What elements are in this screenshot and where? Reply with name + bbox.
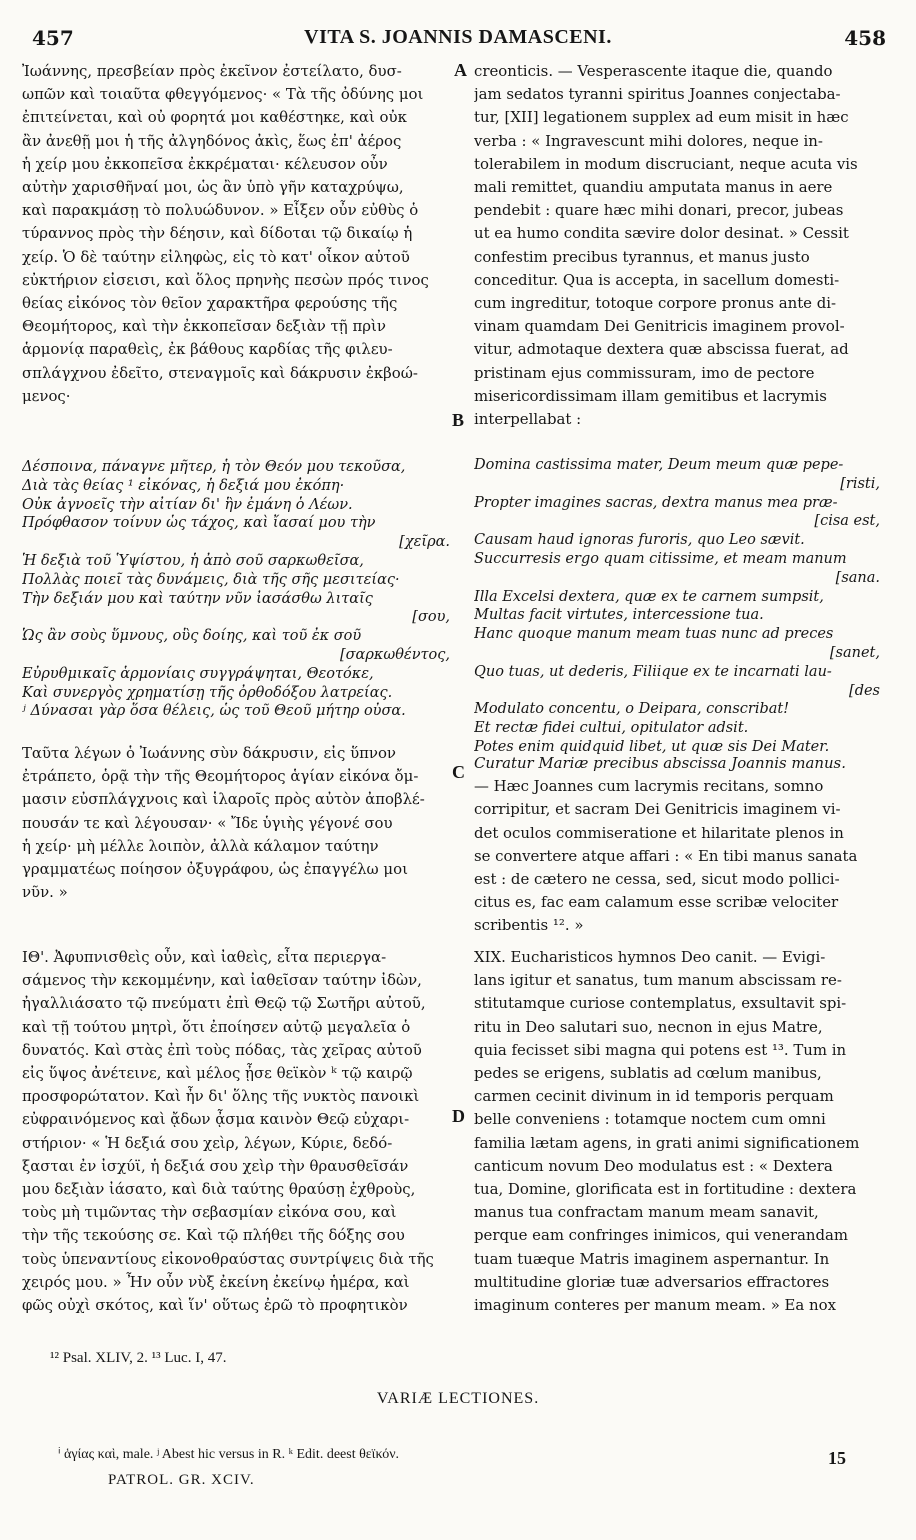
latin-hymn-verse: Potes enim quidquid libet, ut quæ sis Dei Mater. [474, 738, 830, 755]
running-title: VITA S. JOANNIS DAMASCENI. [304, 26, 612, 48]
greek-text-line: στήριον· « Ἡ δεξιά σου χεὶρ, λέγων, Κύριε, δεδό- [22, 1133, 393, 1152]
margin-letter-b: B [452, 410, 465, 430]
latin-text-line: tua, Domine, glorificata est in fortitudine : dextera [474, 1180, 857, 1199]
latin-text-line: conceditur. Qua is accepta, in sacellum domesti- [474, 270, 840, 289]
latin-text-line: tur, [XII] legationem supplex ad eum misit in hæc [474, 108, 849, 127]
latin-hymn-verse: Causam haud ignoras furoris, quo Leo sævit. [474, 532, 805, 549]
latin-text-line: mali remittet, quandiu amputata manus in aere [474, 178, 833, 197]
greek-text-line: αὐτὴν χαρισθῆναί μοι, ὡς ἂν ὑπὸ γῆν καταχρύψω, [22, 178, 404, 197]
greek-hymn-verse: Ὡς ἂν σοὺς ὕμνους, οὓς δοίης, καὶ τοῦ ἐκ σοῦ [22, 628, 362, 645]
greek-text-line: προσφορώτατον. Καὶ ἦν δι' ὅλης τῆς νυκτὸς πανοικὶ [22, 1087, 420, 1106]
greek-text-line: ἐπιτείνεται, καὶ οὐ φορητά μοι καθέστηκε, καὶ οὐκ [22, 108, 407, 127]
latin-text-line: lans igitur et sanatus, tum manum abscissam re- [474, 971, 842, 990]
latin-paragraph-2 [474, 752, 884, 938]
greek-text-line: νῦν. » [22, 883, 68, 902]
latin-text-line: stitutamque curiose contemplatus, exsultavit spi- [474, 994, 847, 1013]
greek-text-line: ωπῶν καὶ τοιαῦτα φθεγγόμενος· « Τὰ τῆς ὀδύνης μοι [22, 85, 424, 104]
greek-paragraph-1 [22, 60, 454, 408]
variae-lectiones-heading: VARIÆ LECTIONES. [376, 1390, 540, 1407]
latin-text-line: vinam quamdam Dei Genitricis imaginem provol- [474, 317, 845, 336]
latin-hymn-verse: Quo tuas, ut dederis, Filiique ex te incarnati lau- [474, 663, 832, 680]
latin-text-line: pedes se erigens, sublatis ad cœlum manibus, [474, 1064, 822, 1083]
latin-text-line: scribentis ¹². » [474, 916, 584, 935]
greek-text-line: πουσάν τε καὶ λέγουσαν· « Ἴδε ὑγιὴς γέγονέ σου [22, 813, 393, 832]
greek-text-line: Θεομήτορος, καὶ τὴν ἐκκοπεῖσαν δεξιὰν τῇ πρὶν [22, 317, 386, 336]
latin-text-line: canticum novum Deo modulatus est : « Dextera [474, 1156, 833, 1175]
greek-text-line: γραμματέως ποίησον ὀξυγράφου, ὡς ἐπαγγέλω μοι [22, 860, 408, 879]
greek-hymn-verse: Δέσποινα, πάναγνε μῆτερ, ἡ τὸν Θεόν μου τεκοῦσα, [22, 459, 406, 475]
greek-text-line: χείρ. Ὁ δὲ ταύτην εἰληφὼς, εἰς τὸ κατ' οἶκον αὐτοῦ [22, 247, 410, 266]
greek-hymn-verse: Πολλὰς ποιεῖ τὰς δυνάμεις, διὰ τῆς σῆς μεσιτείας· [22, 571, 400, 588]
greek-text-line: Ταῦτα λέγων ὁ Ἰωάννης σὺν δάκρυσιν, εἰς ὕπνον [22, 744, 396, 762]
greek-text-line: δυνατός. Καὶ στὰς ἐπὶ τοὺς πόδας, τὰς χεῖρας αὐτοῦ [22, 1040, 422, 1059]
scripture-footnotes: ¹² Psal. XLIV, 2. ¹³ Luc. I, 47. [50, 1350, 227, 1366]
greek-text-line: εἰς ὕψος ἀνέτεινε, καὶ μέλος ᾖσε θεϊκὸν ᵏ τῷ καιρῷ [22, 1064, 413, 1083]
latin-text-line: manus tua confractam manum meam sanavit, [474, 1203, 819, 1222]
latin-hymn-verse: Hanc quoque manum meam tuas nunc ad preces [474, 626, 834, 643]
greek-text-line: μασιν εὐσπλάγχνοις καὶ ἱλαροῖς πρὸς αὐτὸν ἀποβλέ- [22, 790, 425, 809]
latin-text-line: ut ea humo condita sævire dolor desinat. » Cessit [474, 224, 849, 243]
latin-text-line: multitudine gloriæ tuæ adversarios effractores [474, 1272, 830, 1291]
greek-text-line: ἠγαλλιάσατο τῷ πνεύματι ἐπὶ Θεῷ τῷ Σωτῆρι αὐτοῦ, [22, 994, 426, 1013]
latin-text-line: XIX. Eucharisticos hymnos Deo canit. — Evigi- [474, 948, 826, 966]
latin-hymn [474, 456, 884, 757]
greek-hymn-verse: Διὰ τὰς θείας ¹ εἰκόνας, ἡ δεξιά μου ἐκόπη· [22, 477, 345, 494]
greek-text-line: σπλάγχνου ἐδεῖτο, στεναγμοῖς καὶ δάκρυσιν ἐκβοώ- [22, 363, 418, 382]
latin-text-line: carmen cecinit divinum in id temporis perquam [474, 1087, 834, 1106]
margin-letter-d: D [452, 1106, 465, 1126]
latin-text-line: citus es, fac eam calamum esse scribæ velociter [474, 893, 839, 912]
left-page-number: 457 [32, 26, 74, 50]
latin-text-line: corripitur, et sacram Dei Genitricis imaginem vi- [474, 800, 841, 819]
latin-hymn-verse: Propter imagines sacras, dextra manus mea præ- [474, 494, 838, 511]
latin-text-line: quia fecisset sibi magna qui potens est ¹³. Tum in [474, 1040, 847, 1059]
greek-text-line: θείας εἰκόνος τὸν θεῖον χαρακτῆρα φερούσης τῆς [22, 294, 398, 313]
latin-text-line: familia lætam agens, in grati animi significationem [474, 1133, 860, 1152]
latin-text-line: pendebit : quare hæc mihi donari, precor, jubeas [474, 201, 844, 220]
greek-text-line: μου δεξιὰν ἰάσατο, καὶ διὰ ταύτης θραύσῃ ἐχθροὺς, [22, 1180, 416, 1199]
sheet-number: 15 [828, 1448, 846, 1468]
greek-text-line: τοὺς ὑπεναντίους εἰκονοθραύστας συντρίψεις διὰ τῆς [22, 1249, 434, 1268]
margin-letter-a: A [454, 60, 467, 80]
greek-text-line: τύραννος πρὸς τὴν δέησιν, καὶ δίδοται τῷ δικαίῳ ἡ [22, 224, 413, 243]
latin-text-line: pristinam ejus commissuram, imo de pectore [474, 363, 815, 382]
latin-hymn-verse-continuation: [sanet, [829, 644, 880, 661]
latin-text-line: interpellabat : [474, 410, 582, 429]
latin-text-line: verba : « Ingravescunt mihi dolores, neque in- [474, 131, 823, 150]
greek-text-line: τοὺς μὴ τιμῶντας τὴν σεβασμίαν εἰκόνα σου, καὶ [22, 1203, 397, 1222]
greek-text-line: καὶ παρακμάσῃ τὸ πολυώδυνον. » Εἶξεν οὖν εὐθὺς ὁ [22, 201, 419, 220]
latin-text-line: perque eam confringes inimicos, qui venerandam [474, 1226, 849, 1245]
latin-text-line: misericordissimam illam gemitibus et lacrymis [474, 386, 827, 405]
latin-text-line: est : de cætero ne cessa, sed, sicut modo pollici- [474, 870, 840, 889]
greek-hymn-verse: Τὴν δεξιάν μου καὶ ταύτην νῦν ἰασάσθω λιταῖς [22, 590, 373, 607]
greek-hymn-verse: Οὐκ ἀγνοεῖς τὴν αἰτίαν δι' ἣν ἐμάνη ὁ Λέων. [22, 496, 353, 513]
greek-hymn-verse: Καὶ συνεργὸς χρηματίσῃ τῆς ὀρθοδόξου λατρείας. [22, 684, 393, 701]
greek-hymn-verse-continuation: [χεῖρα. [399, 534, 450, 551]
latin-text-line: confestim precibus tyrannus, et manus justo [474, 247, 810, 266]
latin-text-line: jam sedatos tyranni spiritus Joannes conjectaba- [474, 85, 841, 104]
latin-text-line: tolerabilem in modum discruciant, neque acuta vis [474, 154, 858, 173]
greek-hymn-verse: Πρόφθασον τοίνυν ὡς τάχος, καὶ ἴασαί μου τὴν [22, 515, 376, 532]
greek-text-line: ἡ χείρ· μὴ μέλλε λοιπὸν, ἀλλὰ κάλαμον ταύτην [22, 836, 379, 855]
greek-hymn-verse: Ἡ δεξιὰ τοῦ Ὑψίστου, ἡ ἀπὸ σοῦ σαρκωθεῖσα, [22, 552, 364, 569]
latin-text-line: ritu in Deo salutari suo, necnon in ejus Matre, [474, 1017, 823, 1036]
latin-hymn-verse-continuation: [cisa est, [814, 513, 880, 530]
latin-text-line: tuam tuæque Matris imaginem aspernantur. In [474, 1249, 830, 1268]
latin-text-line: vitur, admotaque dextera quæ abscissa fuerat, ad [474, 340, 849, 359]
greek-text-line: εὐφραινόμενος καὶ ᾄδων ᾆσμα καινὸν Θεῷ εὐχαρι- [22, 1110, 410, 1129]
greek-text-line: χειρός μου. » Ἦν οὖν νὺξ ἐκείνη ἐκείνῳ ἡμέρα, καὶ [22, 1272, 410, 1291]
latin-text-line: det oculos commiseratione et hilaritate plenos in [474, 823, 844, 842]
right-page-number: 458 [844, 26, 886, 50]
latin-paragraph-1 [474, 60, 884, 431]
greek-text-line: ξασται ἐν ἰσχύϊ, ἡ δεξιά σου χεὶρ τὴν θραυσθεῖσάν [22, 1156, 409, 1175]
greek-paragraph-3 [22, 946, 454, 1317]
latin-text-line: — Hæc Joannes cum lacrymis recitans, somno [474, 777, 824, 796]
greek-hymn-verse-continuation: [σαρκωθέντος, [339, 646, 450, 663]
greek-text-line: μενος· [22, 386, 71, 405]
latin-hymn-verse: Multas facit virtutes, intercessione tua. [474, 607, 764, 624]
greek-text-line: ἡ χείρ μου ἐκκοπεῖσα ἐκκρέμαται· κέλευσον οὖν [22, 154, 388, 173]
latin-hymn-verse: Modulato concentu, o Deipara, conscribat! [474, 701, 790, 718]
greek-hymn-verse-continuation: [σου, [412, 609, 450, 626]
latin-hymn-verse: Domina castissima mater, Deum meum quæ pepe- [474, 457, 844, 473]
greek-text-line: καὶ τῇ τούτου μητρὶ, ὅτι ἐποίησεν αὐτῷ μεγαλεῖα ὁ [22, 1017, 411, 1036]
latin-text-line: Curatur Mariæ precibus abscissa Joannis manus. [474, 754, 846, 772]
latin-hymn-verse-continuation: [des [849, 682, 880, 699]
greek-text-line: σάμενος τὴν κεκομμένην, καὶ ἰαθεῖσαν ταύτην ἰδὼν, [22, 971, 422, 990]
greek-text-line: εὐκτήριον εἰσεισι, καὶ ὅλος πρηνὴς πεσὼν πρός τινος [22, 270, 429, 289]
latin-hymn-verse: Et rectæ fidei cultui, opitulator adsit. [474, 720, 749, 737]
latin-paragraph-3 [474, 946, 884, 1317]
greek-paragraph-2 [22, 742, 454, 904]
greek-text-line: ἐτράπετο, ὁρᾷ τὴν τῆς Θεομήτορος ἁγίαν εἰκόνα ὄμ- [22, 767, 419, 786]
latin-hymn-verse-continuation: [sana. [835, 569, 880, 586]
latin-text-line: cum ingreditur, totoque corpore pronus ante di- [474, 294, 837, 313]
greek-text-line: τὴν τῆς τεκούσης σε. Καὶ τῷ πλήθει τῆς δόξης σου [22, 1226, 405, 1245]
latin-hymn-verse: Succurresis ergo quam citissime, et meam manum [474, 550, 847, 567]
latin-text-line: creonticis. — Vesperascente itaque die, quando [474, 62, 833, 80]
patrologia-signature: PATROL. GR. XCIV. [108, 1472, 255, 1488]
greek-text-line: ἁρμονίᾳ παραθεὶς, ἐκ βάθους καρδίας τῆς φιλευ- [22, 340, 393, 359]
margin-letter-c: C [452, 762, 465, 782]
greek-text-line: ἂν ἀνεθῇ μοι ἡ τῆς ἀλγηδόνος ἀκὶς, ἕως ἐπ' ἀέρος [22, 131, 402, 150]
greek-hymn-verse: ʲ Δύνασαι γὰρ ὅσα θέλεις, ὡς τοῦ Θεοῦ μήτηρ οὖσα. [22, 703, 406, 720]
latin-hymn-verse: Illa Excelsi dextera, quæ ex te carnem sumpsit, [474, 588, 824, 605]
greek-hymn [22, 458, 454, 721]
greek-text-line: Ἰωάννης, πρεσβείαν πρὸς ἐκεῖνον ἐστείλατο, δυσ- [22, 62, 402, 80]
latin-text-line: se convertere atque affari : « En tibi manus sanata [474, 846, 858, 865]
greek-hymn-verse: Εὐρυθμικαῖς ἁρμονίαις συγγράψηται, Θεοτόκε, [22, 665, 374, 682]
latin-text-line: imaginum conteres per manum meam. » Ea nox [474, 1296, 836, 1315]
latin-hymn-verse-continuation: [risti, [840, 475, 880, 492]
greek-text-line: ΙΘ'. Ἀφυπνισθεὶς οὖν, καὶ ἰαθεὶς, εἶτα περιεργα- [22, 948, 387, 966]
latin-text-line: belle conveniens : totamque noctem cum omni [474, 1110, 826, 1129]
greek-text-line: φῶς οὐχὶ σκότος, καὶ ἵν' οὕτως ἐρῶ τὸ προφητικὸν [22, 1296, 408, 1315]
variant-readings: ⁱ ἁγίας καὶ, male. ʲ Abest hic versus in R. ᵏ Edit. deest θεϊκόν. [58, 1447, 400, 1462]
